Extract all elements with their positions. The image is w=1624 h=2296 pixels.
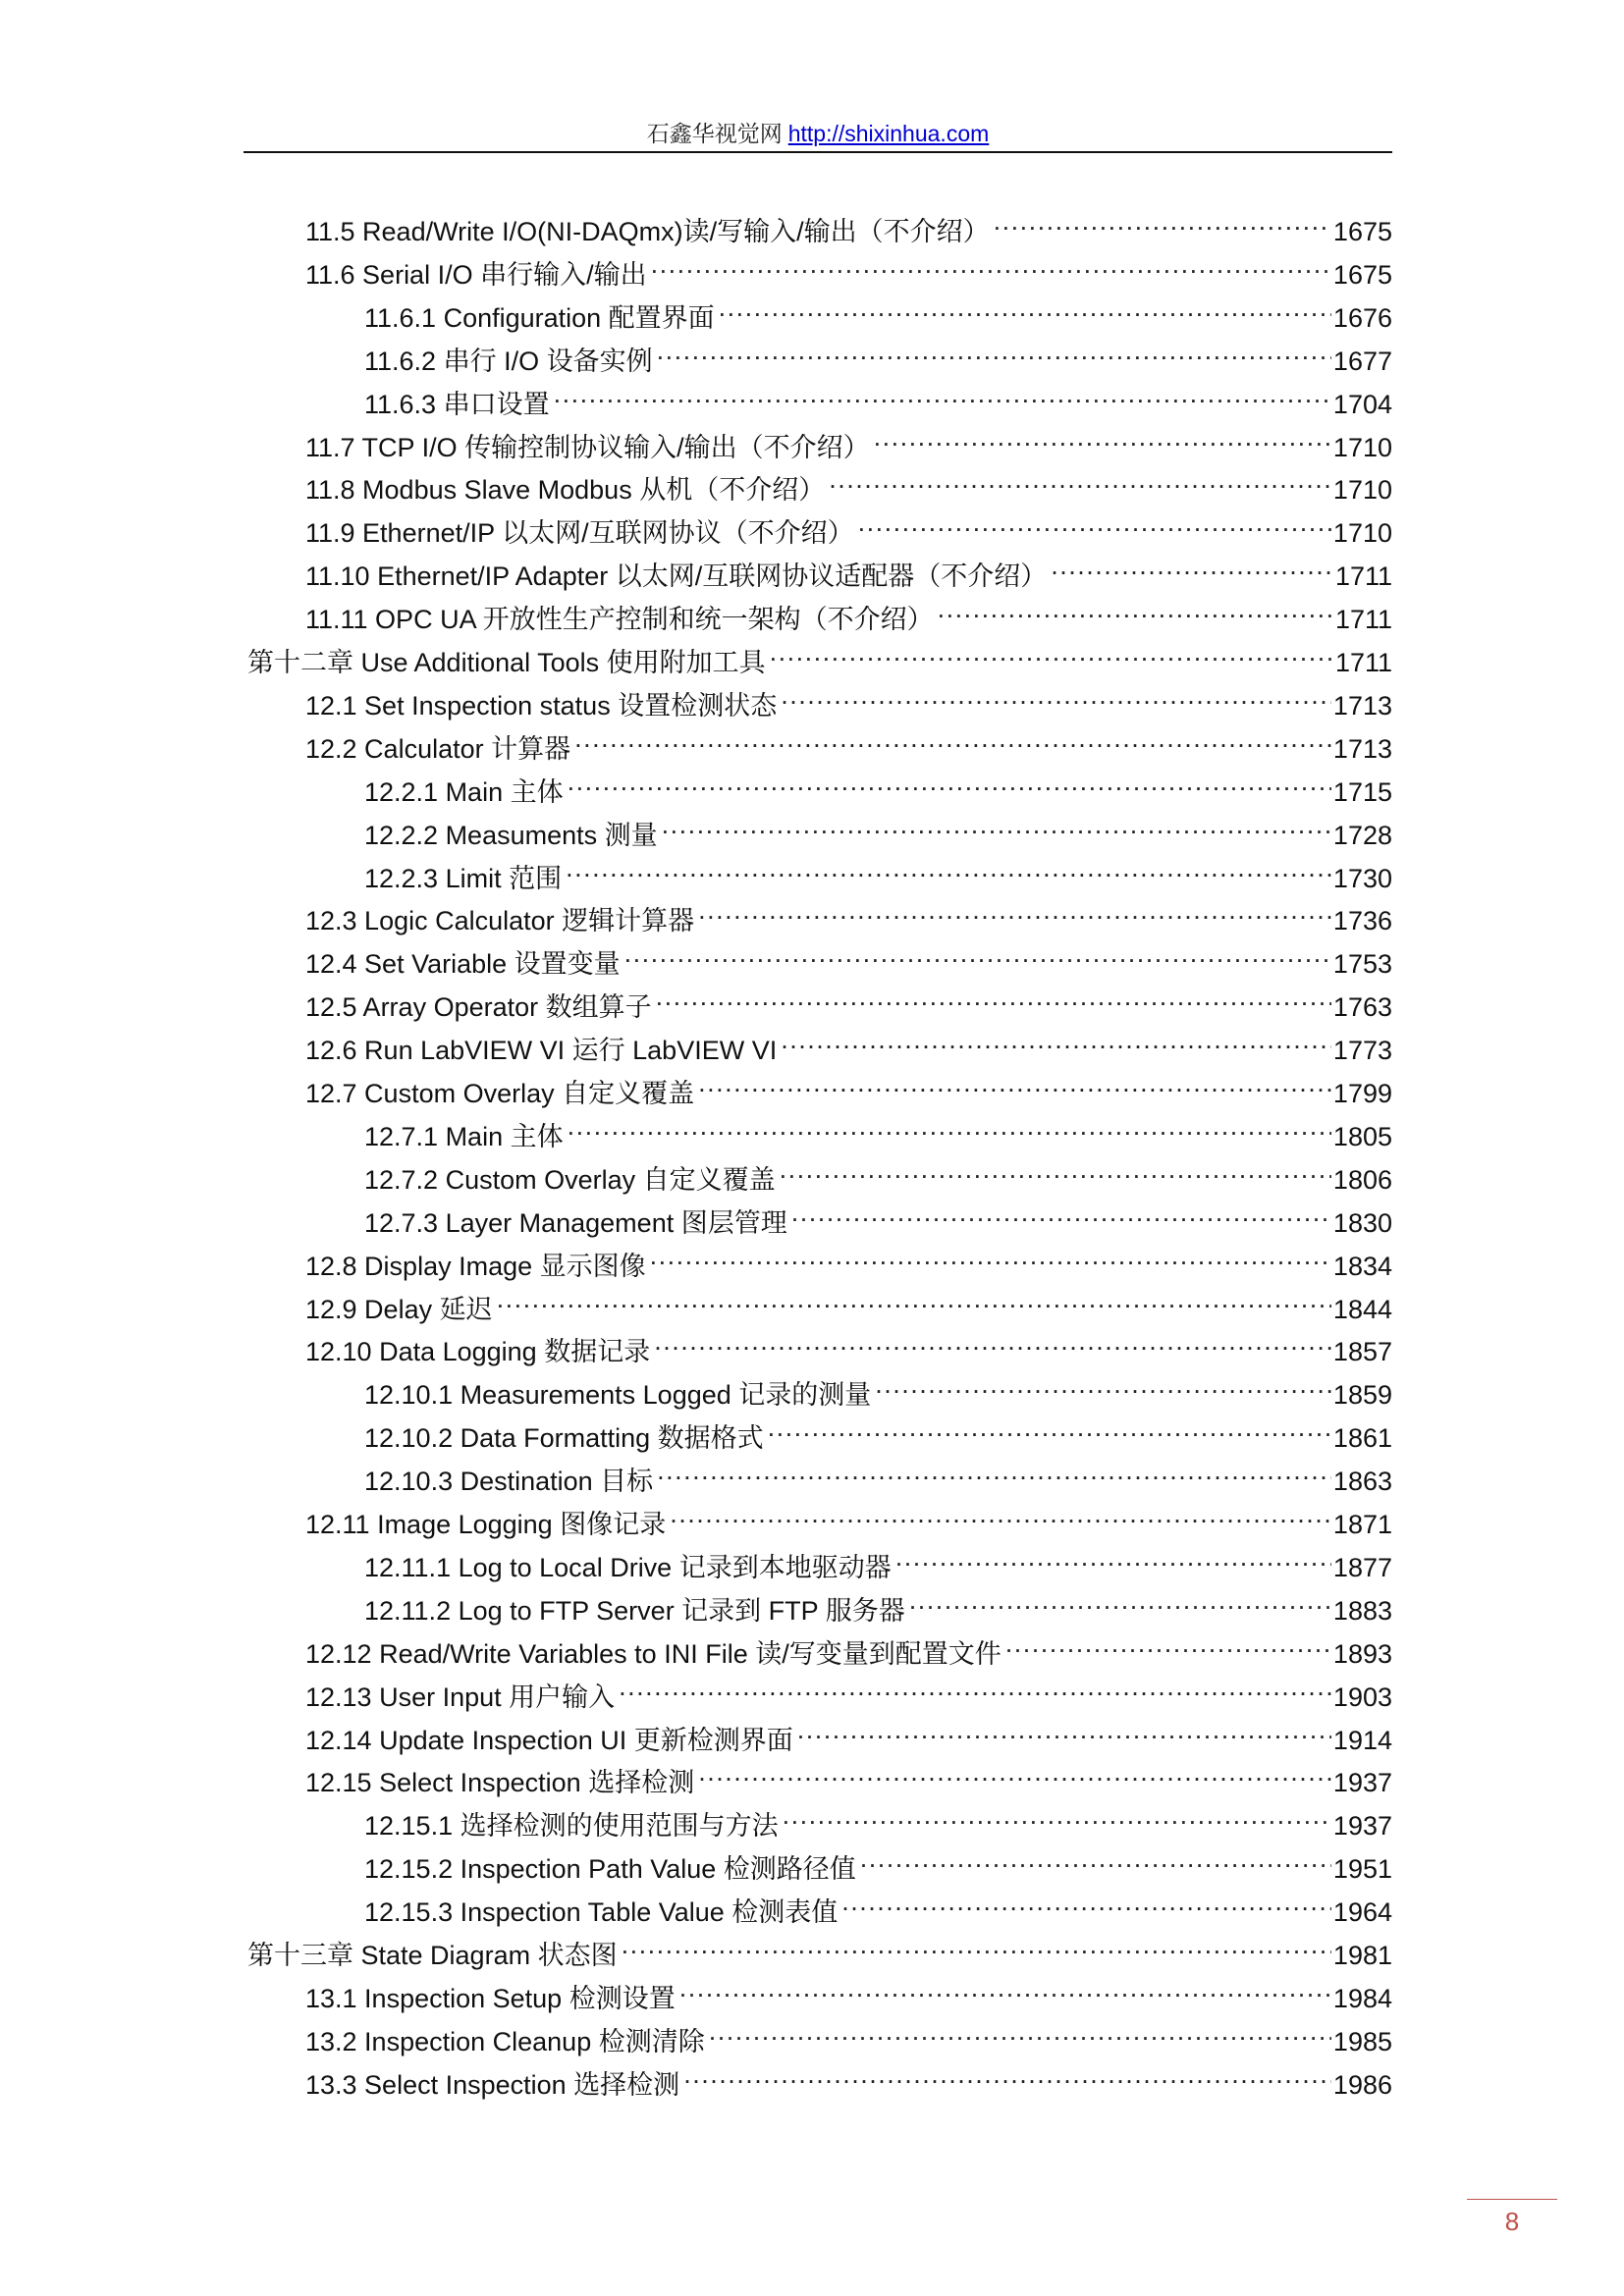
toc-entry-page: 1799 bbox=[1332, 1079, 1392, 1108]
toc-entry-page: 1711 bbox=[1334, 561, 1392, 592]
toc-entry-page: 1711 bbox=[1334, 648, 1392, 677]
toc-entry-title: 12.1 Set Inspection status 设置检测状态 bbox=[305, 690, 778, 721]
toc-entry[interactable] bbox=[305, 1752, 1392, 1798]
toc-entry-page: 1861 bbox=[1332, 1423, 1392, 1454]
toc-entry-title: 12.6 Run LabVIEW VI 运行 LabVIEW VI bbox=[305, 1036, 778, 1066]
toc-dot-leader bbox=[895, 1537, 1331, 1576]
toc-entry-page: 1951 bbox=[1332, 1854, 1392, 1885]
header-divider bbox=[244, 151, 1392, 153]
toc-entry[interactable] bbox=[305, 1710, 1392, 1755]
toc-entry[interactable] bbox=[364, 848, 1392, 893]
toc-entry[interactable] bbox=[364, 1451, 1392, 1497]
toc-entry-page: 1893 bbox=[1332, 1638, 1392, 1669]
toc-entry[interactable] bbox=[305, 546, 1392, 592]
toc-entry-title: 11.9 Ethernet/IP 以太网/互联网协议（不介绍） bbox=[305, 518, 854, 549]
toc-entry-title: 12.15.3 Inspection Table Value 检测表值 bbox=[364, 1897, 839, 1928]
toc-entry[interactable] bbox=[364, 1882, 1392, 1928]
toc-dot-leader bbox=[568, 762, 1331, 801]
toc-entry-page: 1704 bbox=[1332, 389, 1392, 419]
toc-entry[interactable] bbox=[305, 1494, 1392, 1539]
toc-dot-leader bbox=[860, 1839, 1331, 1878]
toc-entry-page: 1877 bbox=[1332, 1552, 1392, 1582]
toc-dot-leader bbox=[841, 1882, 1331, 1921]
toc-entry-title: 12.14 Update Inspection UI 更新检测界面 bbox=[305, 1725, 793, 1755]
toc-entry-title: 12.2.1 Main 主体 bbox=[364, 776, 564, 807]
toc-entry[interactable] bbox=[305, 1063, 1392, 1108]
toc-dot-leader bbox=[679, 1968, 1331, 2007]
toc-dot-leader bbox=[797, 1710, 1331, 1749]
toc-entry[interactable] bbox=[305, 589, 1392, 635]
toc-entry-title: 13.3 Select Inspection 选择检测 bbox=[305, 2069, 680, 2100]
toc-entry-title: 12.12 Read/Write Variables to INI File 读/写变量到配置文件 bbox=[305, 1638, 1001, 1669]
toc-entry-title: 11.11 OPC UA 开放性生产控制和统一架构（不介绍） bbox=[305, 605, 934, 635]
toc-entry-page: 1730 bbox=[1332, 863, 1392, 893]
toc-dot-leader bbox=[719, 288, 1331, 327]
toc-entry-title: 12.5 Array Operator 数组算子 bbox=[305, 992, 652, 1023]
toc-entry[interactable] bbox=[305, 1968, 1392, 2013]
toc-dot-leader bbox=[497, 1279, 1331, 1318]
toc-dot-leader bbox=[875, 1364, 1331, 1404]
toc-entry-page: 1805 bbox=[1332, 1121, 1392, 1151]
toc-entry-title: 第十三章 State Diagram 状态图 bbox=[247, 1941, 618, 1970]
toc-dot-leader bbox=[768, 1408, 1331, 1447]
toc-dot-leader bbox=[874, 417, 1331, 456]
toc-dot-leader bbox=[568, 1106, 1331, 1146]
toc-dot-leader bbox=[651, 244, 1331, 284]
toc-entry[interactable] bbox=[364, 1839, 1392, 1885]
toc-entry[interactable] bbox=[305, 2055, 1392, 2100]
toc-entry-title: 12.15 Select Inspection 选择检测 bbox=[305, 1768, 695, 1798]
toc-entry[interactable] bbox=[364, 1580, 1392, 1626]
toc-entry-title: 13.2 Inspection Cleanup 检测清除 bbox=[305, 2026, 705, 2056]
toc-dot-leader bbox=[829, 459, 1331, 499]
toc-entry-title: 12.4 Set Variable 设置变量 bbox=[305, 949, 621, 980]
toc-entry[interactable] bbox=[305, 1624, 1392, 1669]
toc-entry-title: 12.2.2 Measuments 测量 bbox=[364, 820, 658, 850]
toc-dot-leader bbox=[566, 848, 1331, 887]
toc-entry[interactable] bbox=[305, 417, 1392, 462]
toc-entry-title: 12.7 Custom Overlay 自定义覆盖 bbox=[305, 1079, 695, 1108]
toc-entry-title: 12.2 Calculator 计算器 bbox=[305, 733, 571, 764]
toc-entry-title: 12.15.2 Inspection Path Value 检测路径值 bbox=[364, 1854, 856, 1885]
toc-entry-title: 12.10 Data Logging 数据记录 bbox=[305, 1337, 651, 1367]
toc-dot-leader bbox=[657, 331, 1331, 370]
toc-entry[interactable] bbox=[305, 1667, 1392, 1712]
toc-entry[interactable] bbox=[364, 805, 1392, 850]
toc-entry-page: 1736 bbox=[1332, 906, 1392, 936]
toc-dot-leader bbox=[698, 890, 1331, 930]
toc-entry[interactable] bbox=[247, 632, 1392, 677]
toc-dot-leader bbox=[994, 201, 1331, 240]
toc-entry[interactable] bbox=[305, 1236, 1392, 1281]
toc-entry-page: 1710 bbox=[1332, 518, 1392, 549]
toc-dot-leader bbox=[698, 1752, 1331, 1791]
toc-entry[interactable] bbox=[364, 1193, 1392, 1238]
toc-entry[interactable] bbox=[305, 1321, 1392, 1367]
toc-entry-page: 1753 bbox=[1332, 949, 1392, 980]
toc-dot-leader bbox=[683, 2055, 1331, 2094]
toc-entry-title: 12.15.1 选择检测的使用范围与方法 bbox=[364, 1811, 779, 1842]
toc-dot-leader bbox=[698, 1063, 1331, 1102]
toc-entry[interactable] bbox=[364, 374, 1392, 419]
toc-dot-leader bbox=[662, 805, 1331, 844]
toc-dot-leader bbox=[554, 374, 1331, 413]
page-number: 8 bbox=[1504, 2207, 1520, 2236]
toc-dot-leader bbox=[574, 719, 1331, 758]
toc-entry-page: 1713 bbox=[1332, 690, 1392, 721]
toc-entry[interactable] bbox=[305, 244, 1392, 290]
toc-dot-leader bbox=[657, 1451, 1331, 1490]
toc-entry-page: 1981 bbox=[1332, 1941, 1392, 1970]
toc-entry-page: 1903 bbox=[1332, 1682, 1392, 1712]
toc-entry-title: 12.7.2 Custom Overlay 自定义覆盖 bbox=[364, 1164, 776, 1195]
toc-dot-leader bbox=[938, 589, 1333, 628]
toc-dot-leader bbox=[770, 632, 1333, 671]
toc-entry-page: 1883 bbox=[1332, 1595, 1392, 1626]
toc-entry-title: 第十二章 Use Additional Tools 使用附加工具 bbox=[247, 648, 766, 677]
toc-entry-title: 12.13 User Input 用户输入 bbox=[305, 1682, 616, 1712]
toc-dot-leader bbox=[622, 1925, 1331, 1964]
toc-dot-leader bbox=[783, 1795, 1331, 1835]
toc-entry-title: 12.8 Display Image 显示图像 bbox=[305, 1251, 646, 1281]
toc-entry[interactable] bbox=[364, 331, 1392, 376]
toc-entry-page: 1857 bbox=[1332, 1337, 1392, 1367]
toc-dot-leader bbox=[780, 1149, 1331, 1189]
toc-entry-page: 1985 bbox=[1332, 2026, 1392, 2056]
toc-entry-title: 11.7 TCP I/O 传输控制协议输入/输出（不介绍） bbox=[305, 432, 870, 462]
toc-entry-page: 1937 bbox=[1332, 1811, 1392, 1842]
toc-entry[interactable] bbox=[364, 288, 1392, 333]
toc-entry[interactable] bbox=[364, 1408, 1392, 1454]
toc-entry-page: 1806 bbox=[1332, 1164, 1392, 1195]
toc-entry-title: 11.5 Read/Write I/O(NI-DAQmx)读/写输入/输出（不介绍） bbox=[305, 217, 990, 246]
toc-entry-title: 12.11.2 Log to FTP Server 记录到 FTP 服务器 bbox=[364, 1595, 905, 1626]
toc-entry-page: 1871 bbox=[1332, 1510, 1392, 1539]
toc-entry-page: 1675 bbox=[1332, 217, 1392, 246]
toc-dot-leader bbox=[909, 1580, 1331, 1620]
toc-dot-leader bbox=[709, 2011, 1331, 2051]
toc-entry-page: 1710 bbox=[1332, 475, 1392, 506]
toc-entry-page: 1937 bbox=[1332, 1768, 1392, 1798]
toc-entry-title: 12.10.3 Destination 目标 bbox=[364, 1467, 654, 1497]
toc-dot-leader bbox=[656, 977, 1331, 1016]
toc-entry-page: 1773 bbox=[1332, 1036, 1392, 1066]
toc-dot-leader bbox=[791, 1193, 1331, 1232]
toc-entry[interactable] bbox=[305, 977, 1392, 1023]
footer-divider bbox=[1467, 2199, 1557, 2200]
toc-entry-title: 12.3 Logic Calculator 逻辑计算器 bbox=[305, 906, 695, 936]
toc-entry-title: 12.11 Image Logging 图像记录 bbox=[305, 1510, 667, 1539]
toc-entry-page: 1728 bbox=[1332, 820, 1392, 850]
toc-entry[interactable] bbox=[305, 890, 1392, 936]
toc-entry-page: 1834 bbox=[1332, 1251, 1392, 1281]
toc-entry-page: 1984 bbox=[1332, 1983, 1392, 2013]
toc-entry-title: 11.10 Ethernet/IP Adapter 以太网/互联网协议适配器（不介绍） bbox=[305, 561, 1048, 592]
toc-entry[interactable] bbox=[364, 1364, 1392, 1411]
toc-entry-title: 11.6.3 串口设置 bbox=[364, 389, 550, 419]
toc-entry[interactable] bbox=[305, 459, 1392, 506]
toc-entry-page: 1675 bbox=[1332, 259, 1392, 290]
toc-entry-page: 1763 bbox=[1332, 992, 1392, 1023]
toc-dot-leader bbox=[781, 675, 1331, 715]
toc-entry[interactable] bbox=[364, 1106, 1392, 1151]
toc-entry[interactable] bbox=[364, 762, 1392, 807]
toc-entry-title: 11.8 Modbus Slave Modbus 从机（不介绍） bbox=[305, 475, 826, 506]
toc-entry-page: 1710 bbox=[1332, 432, 1392, 462]
toc-entry-title: 12.7.1 Main 主体 bbox=[364, 1121, 564, 1151]
toc-entry-title: 13.1 Inspection Setup 检测设置 bbox=[305, 1983, 676, 2013]
toc-entry[interactable] bbox=[305, 934, 1392, 980]
toc-entry[interactable] bbox=[305, 719, 1392, 764]
toc-dot-leader bbox=[858, 503, 1331, 542]
toc-dot-leader bbox=[619, 1667, 1331, 1706]
toc-entry[interactable] bbox=[305, 675, 1392, 721]
toc-entry[interactable] bbox=[305, 1020, 1392, 1066]
toc-entry-page: 1986 bbox=[1332, 2069, 1392, 2100]
toc-entry-title: 12.11.1 Log to Local Drive 记录到本地驱动器 bbox=[364, 1552, 892, 1582]
toc-dot-leader bbox=[1051, 546, 1333, 585]
toc-entry-page: 1677 bbox=[1332, 346, 1392, 376]
toc-entry[interactable] bbox=[364, 1537, 1392, 1582]
toc-entry-title: 11.6 Serial I/O 串行输入/输出 bbox=[305, 259, 647, 290]
page-header bbox=[244, 116, 1392, 151]
toc-entry-page: 1964 bbox=[1332, 1897, 1392, 1928]
toc-entry[interactable] bbox=[305, 2011, 1392, 2056]
toc-entry-page: 1863 bbox=[1332, 1467, 1392, 1497]
toc-entry-page: 1713 bbox=[1332, 733, 1392, 764]
toc-entry[interactable] bbox=[364, 1795, 1392, 1842]
toc-dot-leader bbox=[670, 1494, 1331, 1533]
toc-entry[interactable] bbox=[305, 201, 1392, 246]
site-name: 石鑫华视觉网 bbox=[646, 121, 783, 146]
toc-entry-page: 1711 bbox=[1334, 605, 1392, 635]
site-link[interactable]: http://shixinhua.com bbox=[787, 121, 990, 146]
toc-entry-title: 11.6.1 Configuration 配置界面 bbox=[364, 302, 715, 333]
toc-entry-page: 1676 bbox=[1332, 302, 1392, 333]
toc-entry-page: 1830 bbox=[1332, 1207, 1392, 1238]
toc-entry-page: 1715 bbox=[1332, 776, 1392, 807]
toc-entry-page: 1844 bbox=[1332, 1294, 1392, 1324]
toc-entry-page: 1914 bbox=[1332, 1725, 1392, 1755]
toc-dot-leader bbox=[650, 1236, 1331, 1275]
toc-entry[interactable] bbox=[364, 1149, 1392, 1195]
toc-entry-title: 12.10.1 Measurements Logged 记录的测量 bbox=[364, 1380, 872, 1411]
toc-entry-title: 12.9 Delay 延迟 bbox=[305, 1294, 493, 1324]
toc-entry-title: 11.6.2 串行 I/O 设备实例 bbox=[364, 346, 653, 376]
toc-entry-title: 12.2.3 Limit 范围 bbox=[364, 863, 563, 893]
toc-dot-leader bbox=[781, 1020, 1331, 1059]
toc-entry-page: 1859 bbox=[1332, 1380, 1392, 1411]
toc-entry[interactable] bbox=[305, 503, 1392, 549]
toc-entry[interactable] bbox=[247, 1925, 1392, 1970]
toc-dot-leader bbox=[1005, 1624, 1331, 1663]
toc-dot-leader bbox=[624, 934, 1331, 973]
toc-entry-title: 12.10.2 Data Formatting 数据格式 bbox=[364, 1423, 764, 1454]
toc-entry-title: 12.7.3 Layer Management 图层管理 bbox=[364, 1207, 787, 1238]
toc-dot-leader bbox=[654, 1321, 1331, 1361]
toc-entry[interactable] bbox=[305, 1279, 1392, 1324]
